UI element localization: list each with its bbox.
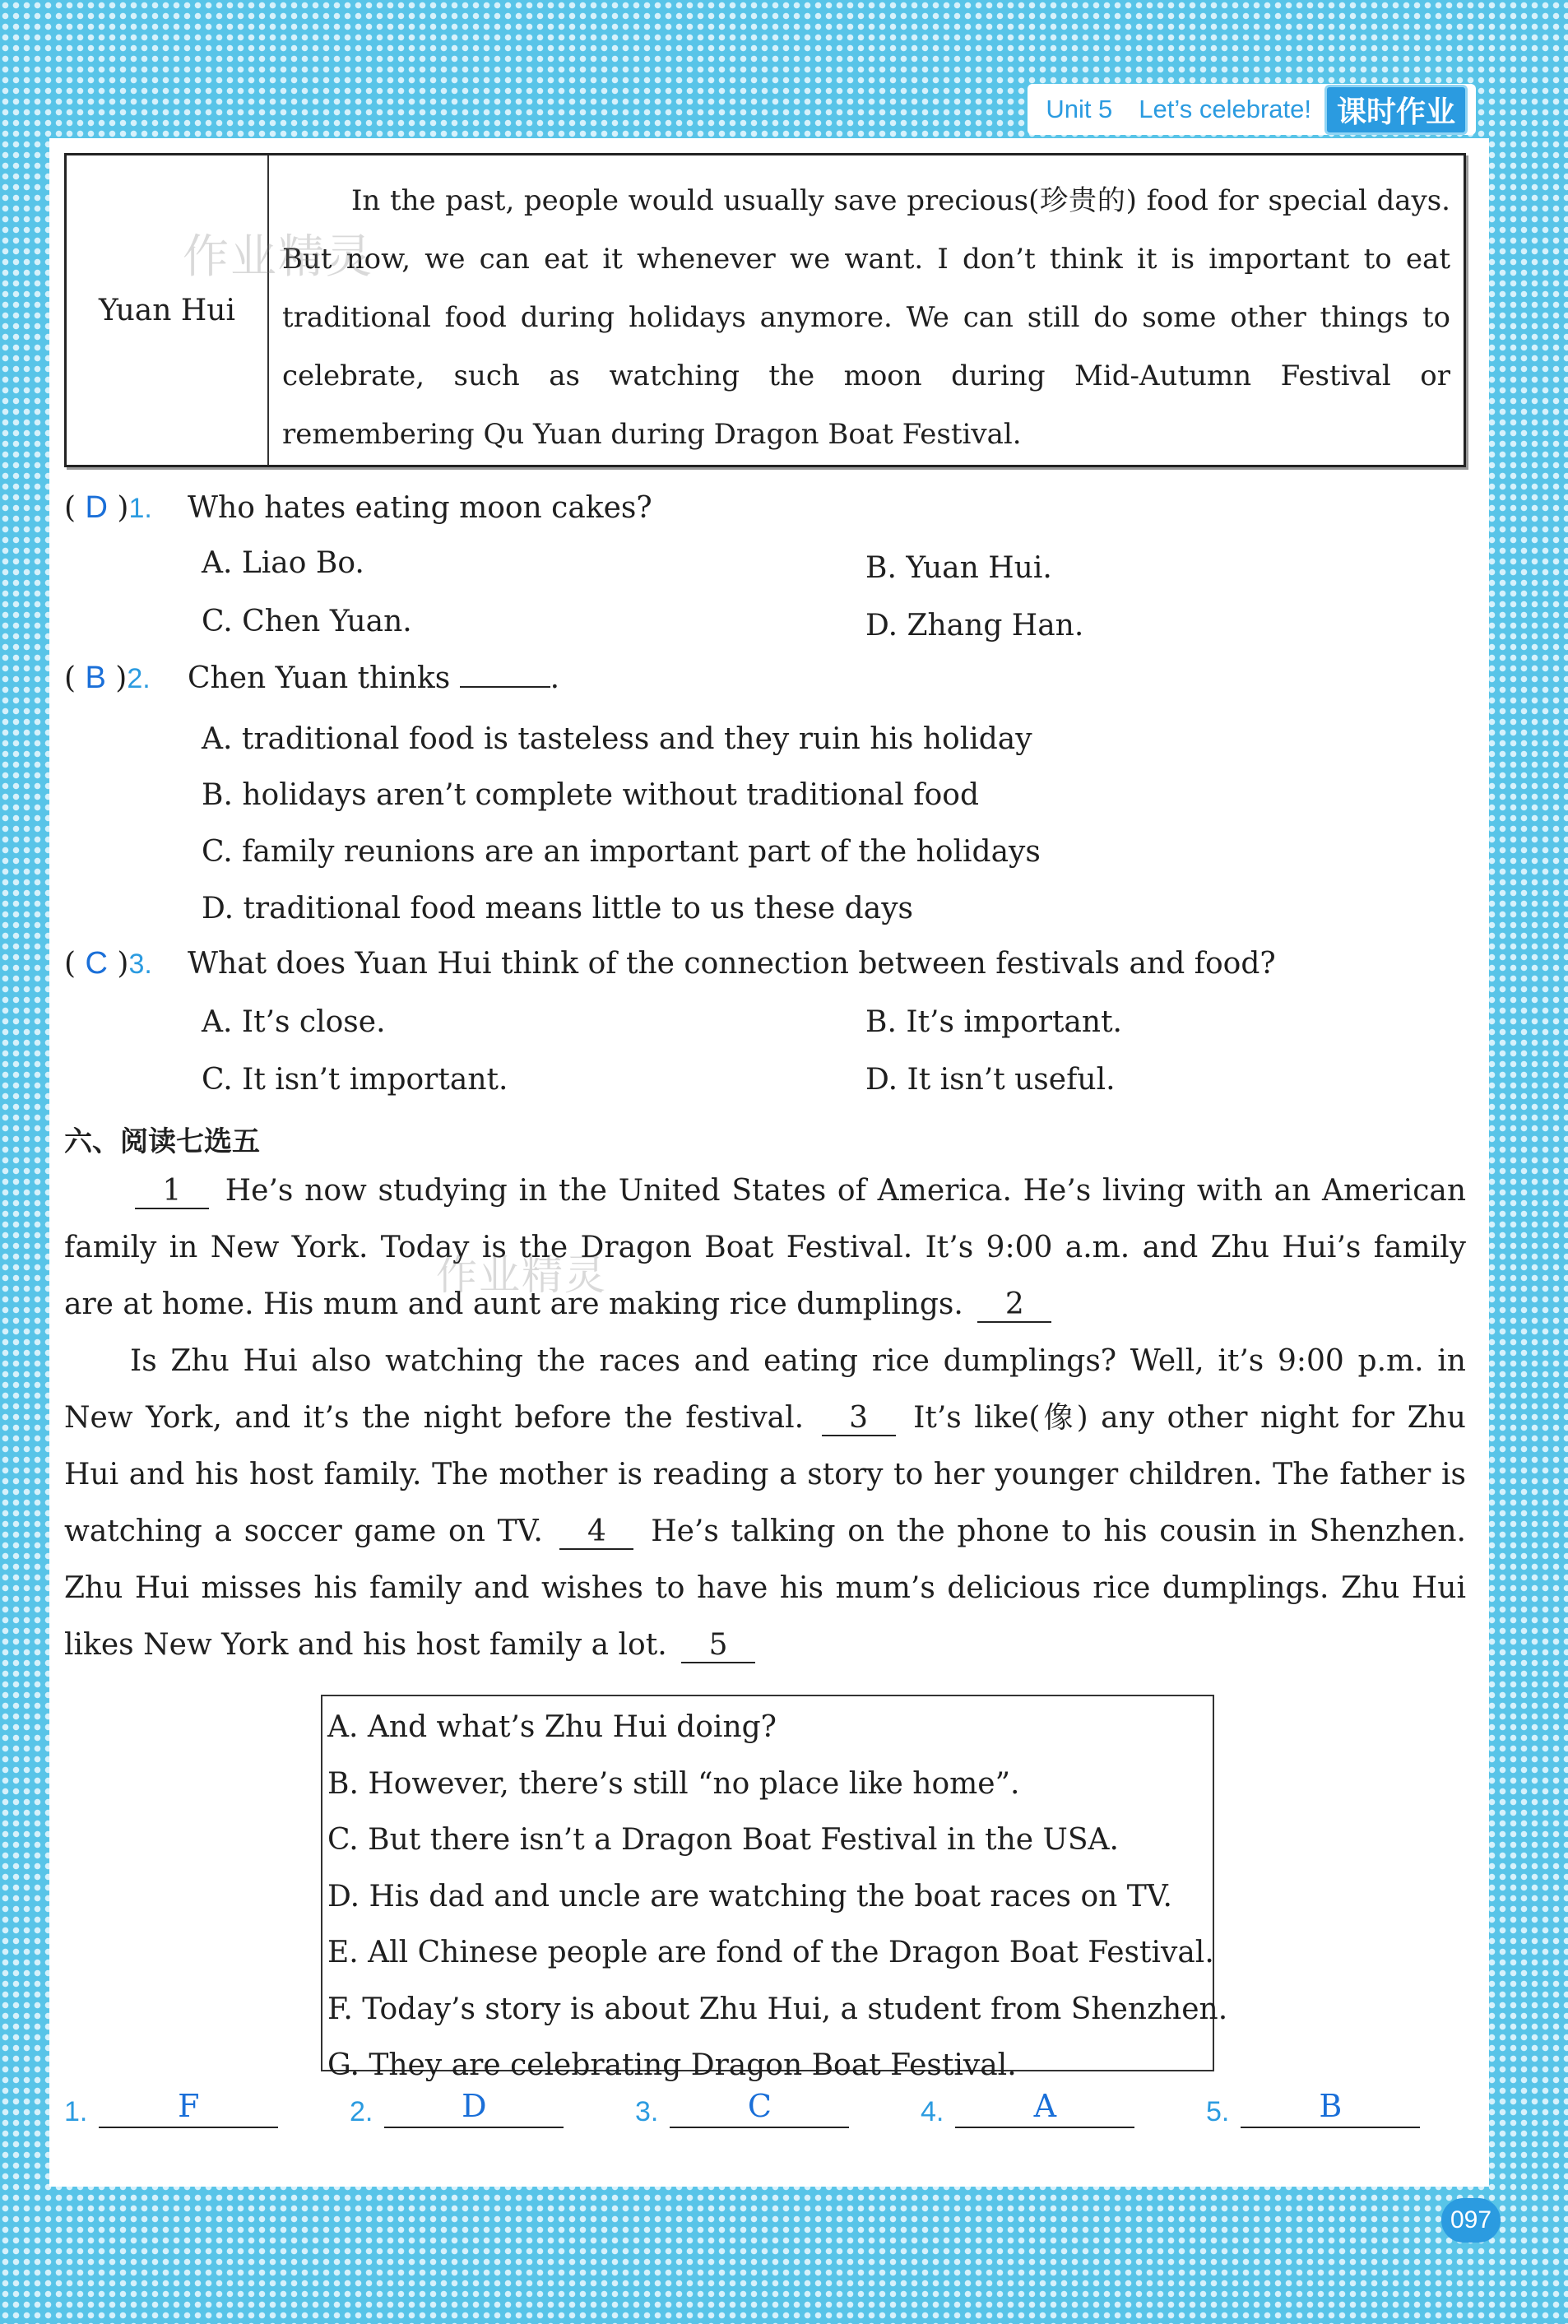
question-number: 1. <box>128 493 152 524</box>
answer-number: 1. <box>64 2096 88 2127</box>
question-3: ( C )3. What does Yuan Hui think of the connection between festivals and food? <box>64 946 1276 981</box>
page-header <box>1028 84 1476 135</box>
blank-3: 3 <box>822 1402 896 1436</box>
table-opinion-cell <box>269 155 1464 465</box>
option: D. Zhang Han. <box>865 609 1084 642</box>
reading-passage <box>64 1162 1466 1673</box>
choice-f: F. Today’s story is about Zhu Hui, a student from Shenzhen. <box>327 1992 1228 2026</box>
unit-label: Unit 5 <box>1046 95 1113 123</box>
passage-text: He’s talking on the phone to his cousin in Shenzhen. Zhu Hui misses his family and wishes to have his mum’s delicious rice dumplings. Zhu Hui likes New York and his host family a lot. <box>64 1515 1466 1662</box>
option: A. traditional food is tasteless and they ruin his holiday <box>202 722 1032 756</box>
choice-a: A. And what’s Zhu Hui doing? <box>327 1710 777 1744</box>
question-stem: Chen Yuan thinks <box>188 661 451 695</box>
answer-item <box>1206 2085 1420 2128</box>
brand-logo: 课时作业 <box>1324 85 1468 135</box>
option: B. Yuan Hui. <box>865 551 1052 585</box>
section-title: 六、阅读七选五 <box>64 1125 260 1158</box>
table-person-name: Yuan Hui <box>67 155 269 465</box>
option: D. It isn’t useful. <box>865 1063 1116 1097</box>
answer-row <box>64 2085 1463 2143</box>
option: A. Liao Bo. <box>202 546 364 580</box>
answer-item <box>64 2085 278 2128</box>
watermark: 作业精灵 <box>436 1251 607 1299</box>
table-opinion-text: In the past, people would usually save precious(珍贵的) food for special days. But now, we can eat it whenever we want. I don’t think it is important to eat traditional food during holidays anymore. We can still do some other things to celebrate, such as watching the moon during Mid-Autumn Festival or remembering Qu Yuan during Dragon Boat Festival. <box>282 184 1450 451</box>
question-stem: What does Yuan Hui think of the connection between festivals and food? <box>188 947 1276 981</box>
answer-number: 5. <box>1206 2096 1230 2127</box>
choice-d: D. His dad and uncle are watching the boat races on TV. <box>327 1879 1172 1913</box>
blank-1: 1 <box>135 1175 209 1209</box>
answer-2: B <box>85 661 106 695</box>
option: B. holidays aren’t complete without traditional food <box>202 778 979 812</box>
answer-blank <box>460 663 550 688</box>
choice-e: E. All Chinese people are fond of the Dragon Boat Festival. <box>327 1936 1214 1969</box>
page-number: 097 <box>1441 2198 1501 2243</box>
choice-c: C. But there isn’t a Dragon Boat Festival in the USA. <box>327 1823 1119 1857</box>
answer-value: F <box>99 2085 278 2128</box>
answer-1: D <box>85 490 108 525</box>
option: C. It isn’t important. <box>202 1063 508 1097</box>
choices-box <box>321 1695 1228 2082</box>
passage-text: He’s now studying in the United States of America. He’s living with an American family in New York. Today is the Dragon Boat Festival. It’s 9:00 a.m. and Zhu Hui’s family are at home. His mum and aunt are making rice dumplings. <box>64 1174 1466 1321</box>
answer-value: A <box>955 2085 1134 2128</box>
answer-value: C <box>670 2085 849 2128</box>
passage-text: It’s like(像) any other night for Zhu Hui and his host family. The mother is reading a story to her younger children. The father is watching a soccer game on TV. <box>64 1401 1466 1548</box>
option: C. Chen Yuan. <box>202 605 412 638</box>
question-number: 2. <box>127 663 151 694</box>
answer-value: D <box>384 2085 564 2128</box>
question-stem: Who hates eating moon cakes? <box>188 491 652 525</box>
blank-4: 4 <box>559 1515 633 1550</box>
option: B. It’s important. <box>865 1005 1122 1039</box>
unit-title: Let’s celebrate! <box>1139 95 1311 123</box>
blank-2: 2 <box>977 1288 1051 1323</box>
stem-end: . <box>550 661 560 695</box>
option: A. It’s close. <box>202 1005 386 1039</box>
option: C. family reunions are an important part of the holidays <box>202 835 1041 869</box>
option: D. traditional food means little to us these days <box>202 892 914 925</box>
question-number: 3. <box>128 949 152 980</box>
blank-5: 5 <box>681 1629 755 1663</box>
question-2: ( B )2. Chen Yuan thinks . <box>64 661 560 695</box>
passage-text: Is Zhu Hui also watching the races and eating rice dumplings? Well, it’s 9:00 p.m. in New York, and it’s the night before the festival. <box>64 1344 1466 1435</box>
choice-b: B. However, there’s still “no place like home”. <box>327 1766 1020 1801</box>
passage-paragraph-2 <box>64 1333 1466 1673</box>
answer-number: 3. <box>635 2096 659 2127</box>
answer-3: C <box>85 946 108 981</box>
opinion-table <box>64 153 1466 467</box>
answer-value: B <box>1241 2085 1420 2128</box>
question-1: ( D )1. Who hates eating moon cakes? <box>64 490 652 525</box>
answer-number: 4. <box>921 2096 944 2127</box>
answer-item <box>350 2085 564 2128</box>
answer-item <box>635 2085 849 2128</box>
passage-paragraph-1 <box>64 1162 1466 1333</box>
answer-number: 2. <box>350 2096 373 2127</box>
watermark: 作业精灵 <box>183 230 373 284</box>
answer-item <box>921 2085 1134 2128</box>
choice-g: G. They are celebrating Dragon Boat Festival. <box>327 2048 1017 2082</box>
